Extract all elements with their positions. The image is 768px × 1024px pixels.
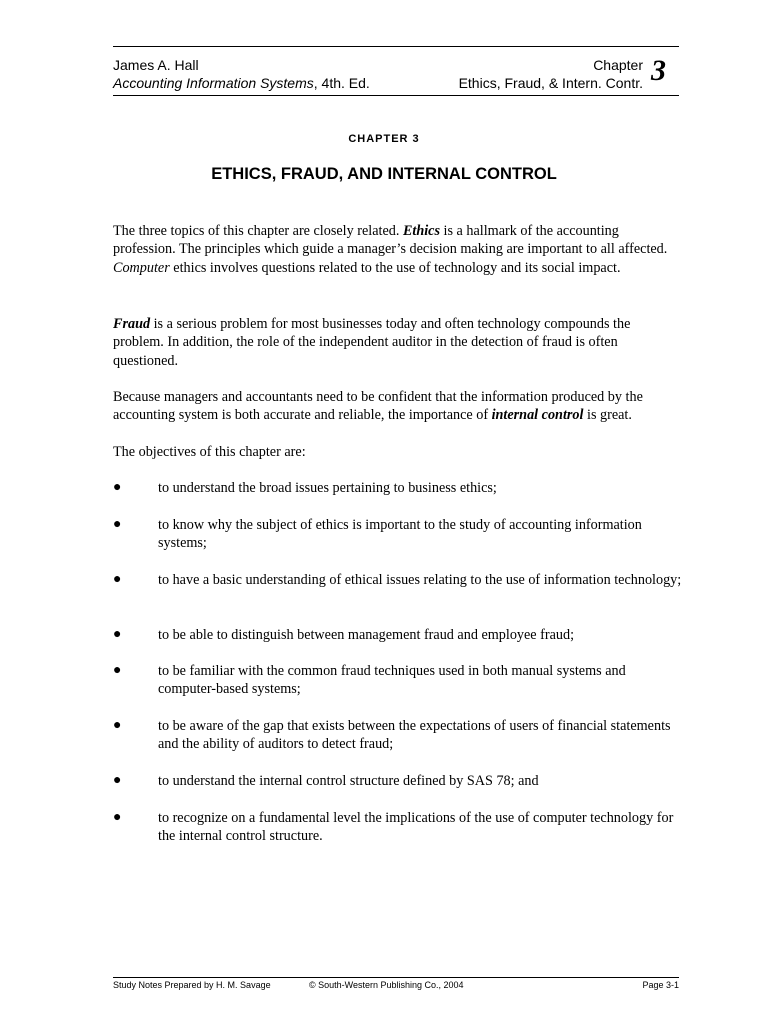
list-item-text: to be familiar with the common fraud techniques used in both manual systems and computer-based systems;: [158, 663, 626, 698]
bullet-icon: ●: [113, 627, 122, 642]
chapter-label: CHAPTER 3: [348, 133, 420, 145]
page-footer: [113, 977, 679, 994]
paragraph-text: Because managers and accountants need to be confident that the information produced by the accounting system is both accurate and reliable, the importance of: [113, 389, 643, 424]
header-chapter-label: Chapter: [593, 57, 643, 73]
paragraph-internal-control: [113, 388, 683, 425]
list-item-text: to understand the broad issues pertaining to business ethics;: [158, 480, 497, 496]
bullet-icon: ●: [113, 517, 122, 532]
paragraph-text: is a hallmark of the accounting profession. The principles which guide a manager’s decision making are important to all affected.: [113, 223, 668, 258]
bullet-icon: ●: [113, 810, 122, 825]
list-item-text: to understand the internal control structure defined by SAS 78; and: [158, 773, 539, 789]
footer-prepared-by: Study Notes Prepared by H. M. Savage: [113, 980, 271, 990]
paragraph-text: ethics involves questions related to the use of technology and its social impact.: [169, 259, 621, 276]
term-computer: Computer: [113, 259, 170, 276]
paragraph-objectives-intro: The objectives of this chapter are:: [113, 444, 306, 460]
bullet-icon: ●: [113, 480, 122, 495]
bullet-icon: ●: [113, 663, 122, 678]
term-ethics: Ethics: [402, 223, 440, 239]
header-chapter-title: Ethics, Fraud, & Intern. Contr.: [458, 75, 643, 91]
footer-copyright: © South-Western Publishing Co., 2004: [309, 980, 464, 990]
header-book: [113, 75, 370, 91]
header-chapter-number: 3: [651, 54, 666, 87]
list-item-text: to be aware of the gap that exists between the expectations of users of financial statements and the ability of auditors to detect fraud;: [158, 718, 671, 753]
paragraph-text: is great.: [583, 407, 632, 424]
paragraph-text: The three topics of this chapter are closely related.: [113, 223, 403, 239]
paragraph-intro: [113, 222, 683, 277]
paragraph-text: is a serious problem for most businesses today and often technology compounds the problem. In addition, the role of the independent auditor in the detection of fraud is often questioned.: [113, 316, 631, 369]
header-author: James A. Hall: [113, 57, 199, 73]
list-item-text: to recognize on a fundamental level the implications of the use of computer technology for the internal control structure.: [158, 810, 674, 845]
list-item-text: to know why the subject of ethics is important to the study of accounting information systems;: [158, 517, 642, 552]
paragraph-fraud: [113, 315, 683, 370]
bullet-icon: ●: [113, 718, 122, 733]
list-item-text: to have a basic understanding of ethical issues relating to the use of information technology;: [158, 572, 682, 588]
page-header: [113, 46, 679, 96]
header-book-title: Accounting Information Systems: [113, 75, 314, 91]
header-book-edition: , 4th. Ed.: [313, 75, 370, 91]
chapter-title: ETHICS, FRAUD, AND INTERNAL CONTROL: [211, 165, 557, 183]
bullet-icon: ●: [113, 572, 122, 587]
term-fraud: Fraud: [113, 316, 151, 332]
footer-page-number: Page 3-1: [642, 980, 679, 990]
list-item-text: to be able to distinguish between management fraud and employee fraud;: [158, 627, 575, 643]
bullet-icon: ●: [113, 773, 122, 788]
term-internal-control: internal control: [491, 407, 584, 424]
